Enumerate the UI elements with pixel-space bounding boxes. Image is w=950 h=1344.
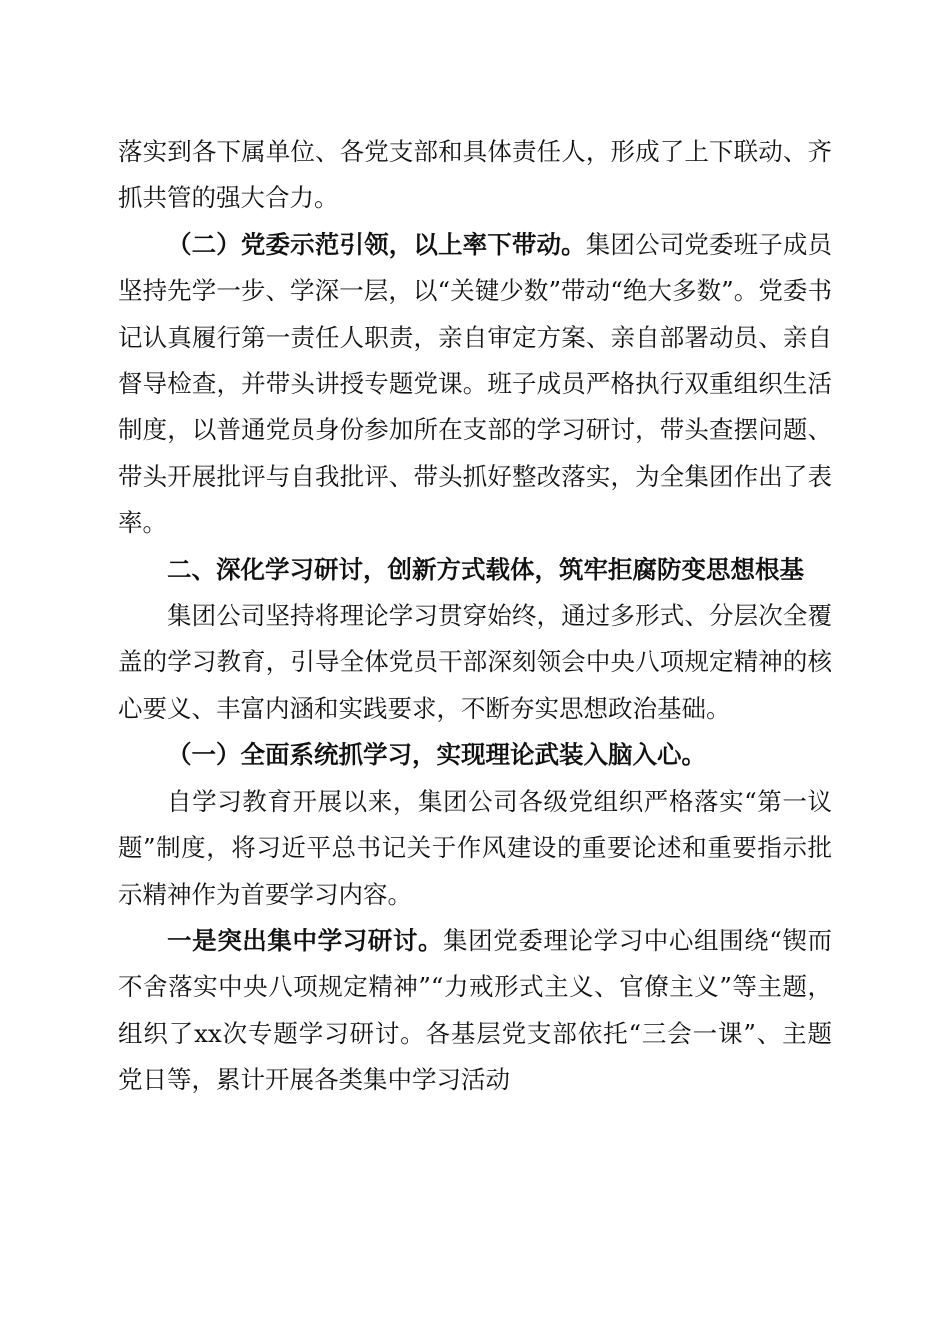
- paragraph-text: 集团公司党委班子成员坚持先学一步、学深一层，以“关键少数”带动“绝大多数”。党委书记认真履行第一责任人职责，亲自审定方案、亲自部署动员、亲自督导检查，并带头讲授专题党课。班子成员严格执行双重组织生活制度，以普通党员身份参加所在支部的学习研讨，带头查摆问题、带头开展批评与自我批评、带头抓好整改落实，为全集团作出了表率。: [118, 229, 833, 538]
- paragraph-section-intro: [118, 593, 832, 732]
- paragraph-text: 落实到各下属单位、各党支部和具体责任人，形成了上下联动、齐抓共管的强大合力。: [118, 137, 832, 213]
- paragraph-text: 集团公司坚持将理论学习贯穿始终，通过多形式、分层次全覆盖的学习教育，引导全体党员干部深刻领会中央八项规定精神的核心要义、丰富内涵和实践要求，不断夯实思想政治基础。: [118, 601, 832, 723]
- subheading-text: （一）全面系统抓学习，实现理论武装入脑入心。: [167, 740, 706, 770]
- paragraph-first-agenda: [118, 779, 832, 918]
- paragraph-lead: （二）党委示范引领，以上率下带动。: [167, 229, 586, 259]
- paragraph-focused-study: [118, 918, 832, 1104]
- paragraph-text: 集团党委理论学习中心组围绕“锲而不舍落实中央八项规定精神”“力戒形式主义、官僚主义”等主题，组织了xx次专题学习研讨。各基层党支部依托“三会一课”、主题党日等，累计开展各类集中学习活动: [118, 925, 832, 1095]
- section-heading: [118, 547, 832, 593]
- section-heading-text: 二、深化学习研讨，创新方式载体，筑牢拒腐防变思想根基: [167, 554, 804, 584]
- subheading: [118, 732, 832, 778]
- paragraph-continued: [118, 129, 832, 222]
- paragraph-text: 自学习教育开展以来，集团公司各级党组织严格落实“第一议题”制度，将习近平总书记关于作风建设的重要论述和重要指示批示精神作为首要学习内容。: [118, 786, 832, 909]
- paragraph-party-committee-leadership: [118, 222, 832, 547]
- paragraph-lead: 一是突出集中学习研讨。: [167, 925, 444, 955]
